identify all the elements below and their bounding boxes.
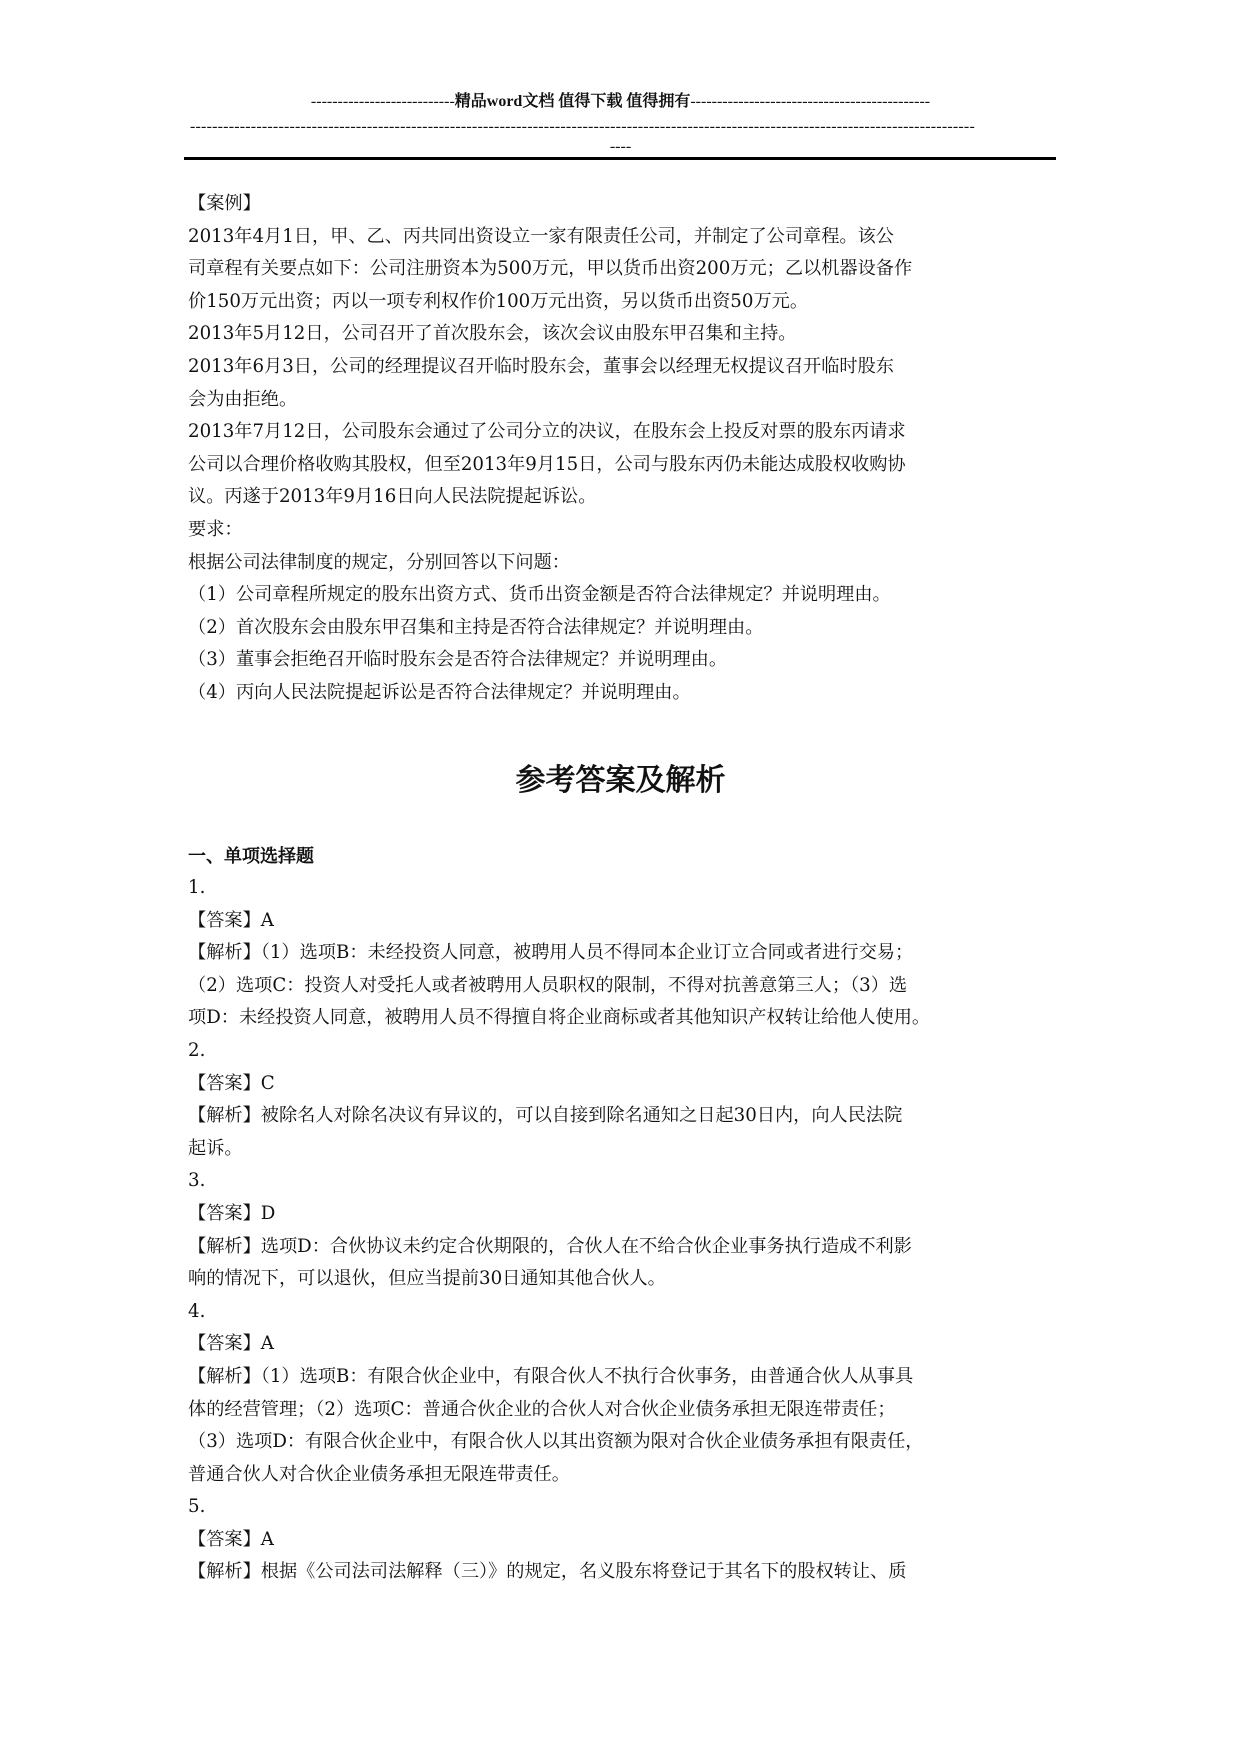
analysis-text: 根据《公司法司法解释（三）》的规定，名义股东将登记于其名下的股权转让、质 <box>260 1561 907 1583</box>
analysis-label: 【解析】 <box>188 942 261 964</box>
header-rule <box>184 157 1056 160</box>
case-line: 2013年4月1日，甲、乙、丙共同出资设立一家有限责任公司，并制定了公司章程。该公 <box>188 225 894 247</box>
answers-title: 参考答案及解析 <box>515 763 726 798</box>
case-line: 2013年5月12日，公司召开了首次股东会，该次会议由股东甲召集和主持。 <box>188 323 797 345</box>
analysis-line <box>188 1361 1058 1394</box>
analysis-label: 【解析】 <box>188 1235 261 1257</box>
answer-line: 【答案】A <box>188 1528 274 1550</box>
requirement-intro: 根据公司法律制度的规定，分别回答以下问题： <box>188 551 570 573</box>
question-number: 2. <box>188 1039 206 1061</box>
question-number: 4. <box>188 1300 206 1322</box>
answer-line: 【答案】A <box>188 909 274 931</box>
question-number: 3. <box>188 1170 206 1192</box>
answers-section <box>188 872 1058 1589</box>
case-line: 2013年6月3日，公司的经理提议召开临时股东会，董事会以经理无权提议召开临时股东 <box>188 355 894 377</box>
analysis-line: （2）选项C：投资人对受托人或者被聘用人员职权的限制，不得对抗善意第三人；（3）选 <box>188 974 908 996</box>
case-line: 价150万元出资；丙以一项专利权作价100万元出资，另以货币出资50万元。 <box>188 290 809 312</box>
analysis-line: 响的情况下，可以退伙，但应当提前30日通知其他合伙人。 <box>188 1268 666 1290</box>
case-line: 会为由拒绝。 <box>188 388 298 410</box>
analysis-line <box>188 937 1058 970</box>
header-dashes-line3: ---- <box>609 138 632 155</box>
analysis-line: （3）选项D：有限合伙企业中，有限合伙人以其出资额为限对合伙企业债务承担有限责任， <box>188 1431 924 1453</box>
analysis-label: 【解析】 <box>188 1561 261 1583</box>
analysis-line <box>188 1556 1058 1589</box>
header-banner-text: 精品word文档 值得下载 值得拥有 <box>454 93 691 110</box>
answer-line: 【答案】C <box>188 1072 275 1094</box>
case-line: 2013年7月12日，公司股东会通过了公司分立的决议，在股东会上投反对票的股东丙请求 <box>188 421 906 443</box>
header-dashes-line2: ---------------------------------------------------------------------------------------------------------------------------------------------- <box>190 118 975 135</box>
case-line: 司章程有关要点如下：公司注册资本为500万元，甲以货币出资200万元；乙以机器设备作 <box>188 258 913 280</box>
answer-line: 【答案】A <box>188 1333 274 1355</box>
requirement-label: 要求： <box>188 518 243 540</box>
analysis-text: 被除名人对除名决议有异议的，可以自接到除名通知之日起30日内，向人民法院 <box>260 1105 903 1127</box>
section-title: 一、单项选择题 <box>188 846 314 867</box>
analysis-label: 【解析】 <box>188 1365 261 1387</box>
analysis-line: 普通合伙人对合伙企业债务承担无限连带责任。 <box>188 1463 570 1485</box>
analysis-line: 体的经营管理；（2）选项C：普通合伙企业的合伙人对合伙企业债务承担无限连带责任； <box>188 1398 896 1420</box>
question-item: （2）首次股东会由股东甲召集和主持是否符合法律规定？并说明理由。 <box>188 616 764 638</box>
case-section <box>188 188 1058 710</box>
analysis-text: （1）选项B：未经投资人同意，被聘用人员不得同本企业订立合同或者进行交易； <box>260 942 914 964</box>
question-item: （4）丙向人民法院提起诉讼是否符合法律规定？并说明理由。 <box>188 681 691 703</box>
header-dashes-right: --------------------------------------------- <box>690 93 931 110</box>
case-line: 公司以合理价格收购其股权，但至2013年9月15日，公司与股东丙仍未能达成股权收购协 <box>188 453 906 475</box>
header-dashes-left: --------------------------- <box>310 93 455 110</box>
analysis-line: 项D：未经投资人同意，被聘用人员不得擅自将企业商标或者其他知识产权转让给他人使用。 <box>188 1007 931 1029</box>
header-banner <box>0 92 1241 112</box>
analysis-line <box>188 1100 1058 1133</box>
question-number: 1. <box>188 877 206 898</box>
question-item: （1）公司章程所规定的股东出资方式、货币出资金额是否符合法律规定？并说明理由。 <box>188 584 891 606</box>
case-label: 【案例】 <box>188 193 261 214</box>
question-item: （3）董事会拒绝召开临时股东会是否符合法律规定？并说明理由。 <box>188 649 728 671</box>
analysis-line: 起诉。 <box>188 1137 243 1159</box>
question-number: 5. <box>188 1496 206 1518</box>
analysis-line <box>188 1231 1058 1264</box>
analysis-text: 选项D：合伙协议未约定合伙期限的，合伙人在不给合伙企业事务执行造成不利影 <box>260 1235 912 1257</box>
analysis-text: （1）选项B：有限合伙企业中，有限合伙人不执行合伙事务，由普通合伙人从事具 <box>260 1365 914 1387</box>
answer-line: 【答案】D <box>188 1202 276 1224</box>
analysis-label: 【解析】 <box>188 1105 261 1127</box>
case-line: 议。丙遂于2013年9月16日向人民法院提起诉讼。 <box>188 486 597 508</box>
